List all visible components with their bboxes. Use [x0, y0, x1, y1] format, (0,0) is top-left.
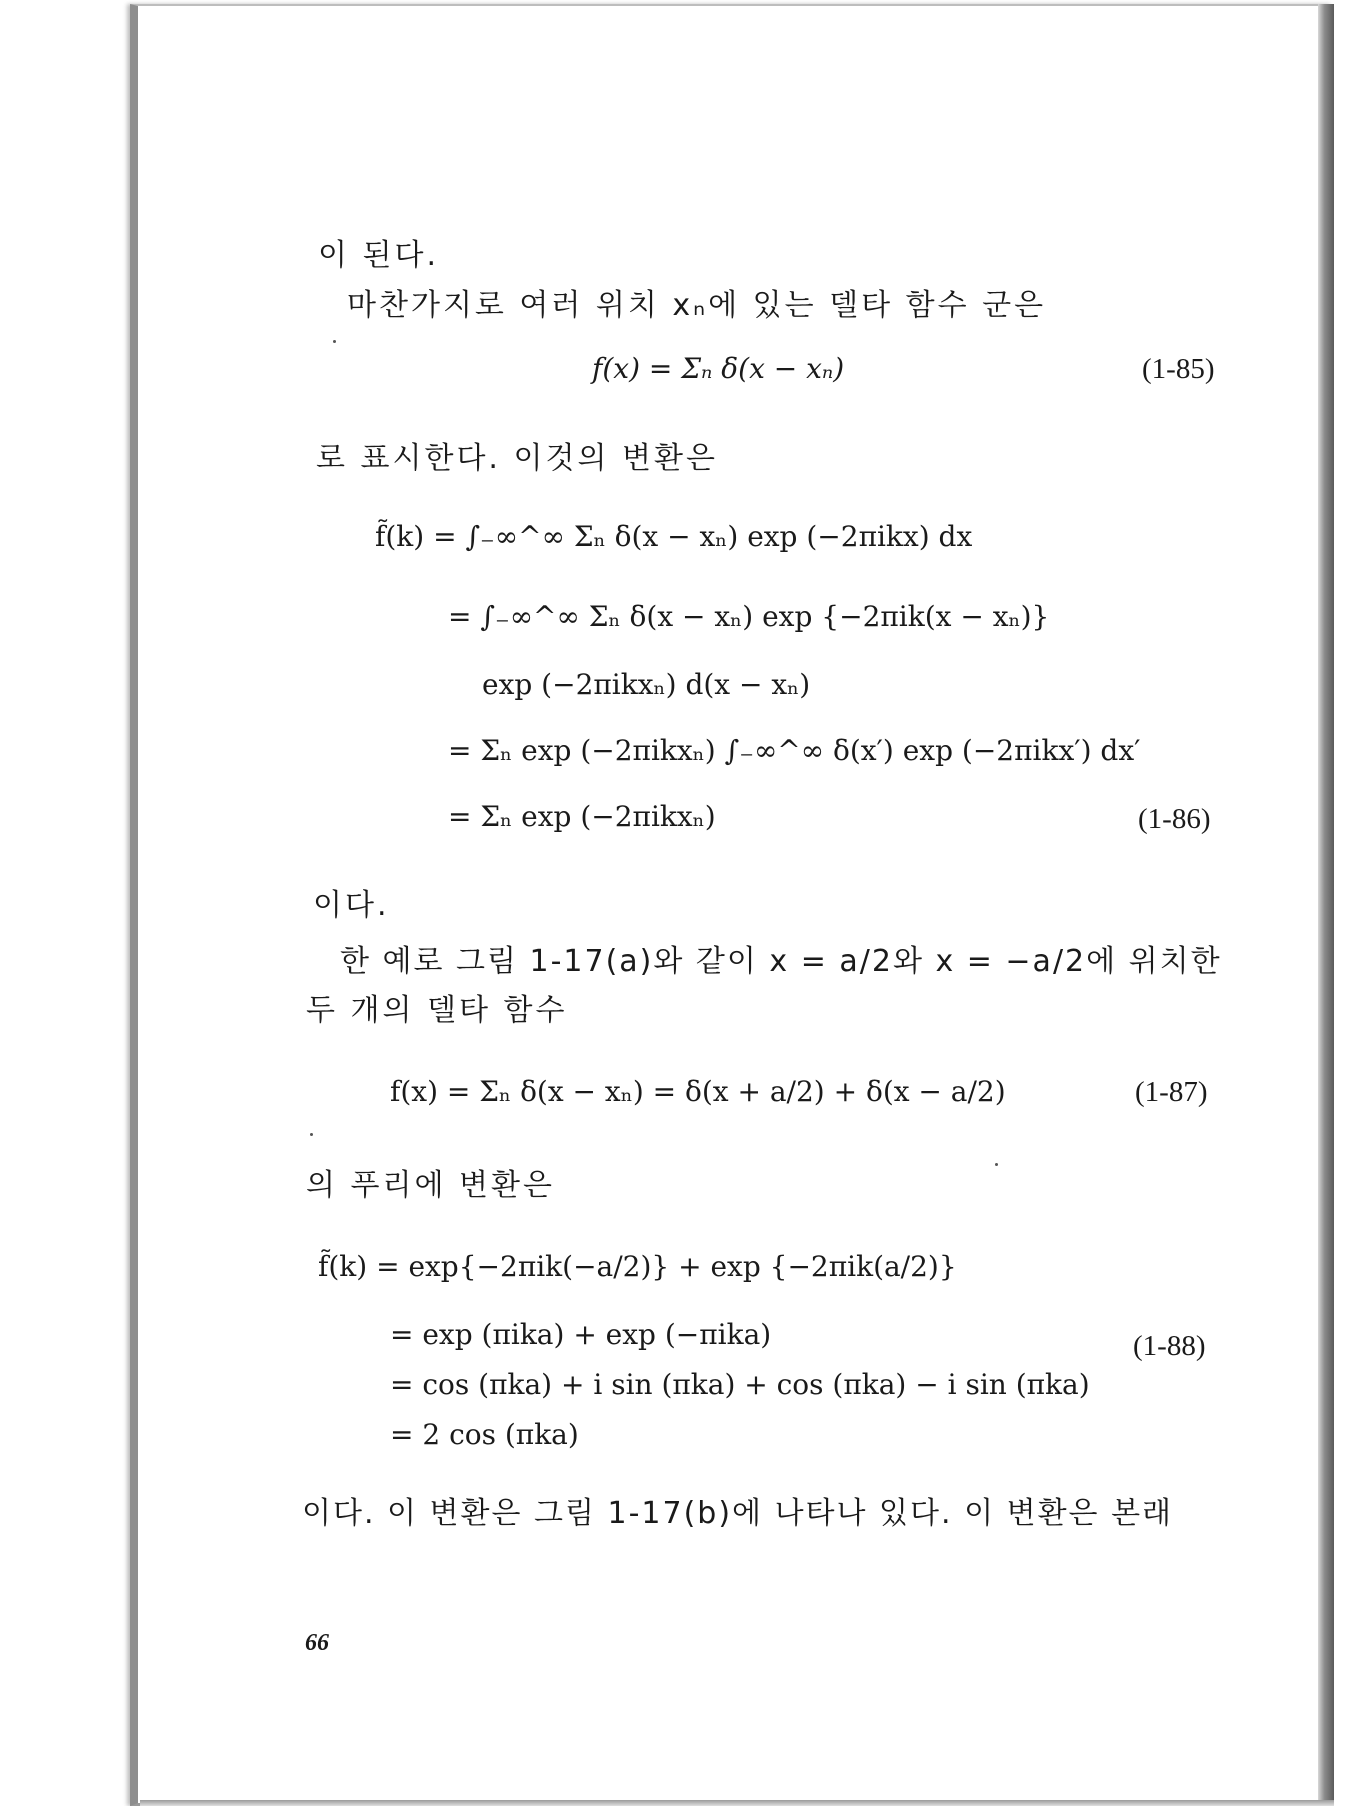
text-line-6: 두 개의 델타 함수	[306, 993, 568, 1028]
equation-1-88-line-1: f̃(k) = exp{−2πik(−a/2)} + exp {−2πik(a/2)}	[318, 1250, 957, 1283]
text-line-4: 이다.	[313, 888, 390, 923]
equation-1-88-line-3: = cos (πka) + i sin (πka) + cos (πka) − i sin (πka)	[390, 1368, 1090, 1401]
equation-1-86-line-2: = ∫₋∞^∞ Σₙ δ(x − xₙ) exp {−2πik(x − xₙ)}	[448, 600, 1050, 633]
equation-1-88-line-2: = exp (πika) + exp (−πika)	[390, 1318, 772, 1351]
text-line-7: 의 푸리에 변환은	[306, 1168, 555, 1203]
equation-label-1-85: (1-85)	[1142, 353, 1215, 385]
page-bottom-shadow	[140, 1800, 1334, 1806]
scan-speck	[995, 1163, 998, 1166]
equation-label-1-88: (1-88)	[1133, 1330, 1206, 1362]
background	[0, 0, 130, 1806]
equation-label-1-87: (1-87)	[1135, 1076, 1208, 1108]
equation-1-88-line-4: = 2 cos (πka)	[390, 1418, 579, 1451]
text-line-8: 이다. 이 변환은 그림 1-17(b)에 나타나 있다. 이 변환은 본래	[302, 1496, 1174, 1531]
text-line-1: 이 된다.	[318, 238, 440, 273]
equation-1-86-line-5: = Σₙ exp (−2πikxₙ)	[448, 800, 716, 833]
page-number: 66	[305, 1630, 329, 1656]
equation-1-85: f(x) = Σₙ δ(x − xₙ)	[592, 352, 845, 385]
scan-speck	[333, 340, 336, 343]
book-page	[130, 4, 1333, 1806]
equation-1-86-line-3: exp (−2πikxₙ) d(x − xₙ)	[482, 668, 811, 701]
equation-label-1-86: (1-86)	[1138, 803, 1211, 835]
equation-1-87: f(x) = Σₙ δ(x − xₙ) = δ(x + a/2) + δ(x − a/2)	[390, 1075, 1006, 1108]
text-line-3: 로 표시한다. 이것의 변환은	[316, 441, 718, 476]
equation-1-86-line-1: f̃(k) = ∫₋∞^∞ Σₙ δ(x − xₙ) exp (−2πikx) dx	[375, 520, 973, 553]
page-edge	[1318, 4, 1334, 1804]
equation-1-86-line-4: = Σₙ exp (−2πikxₙ) ∫₋∞^∞ δ(x′) exp (−2πikx′) dx′	[448, 734, 1141, 767]
text-line-5: 한 예로 그림 1-17(a)와 같이 x = a/2와 x = −a/2에 위치한	[340, 944, 1222, 979]
scan-speck	[310, 1133, 313, 1136]
text-line-2: 마찬가지로 여러 위치 xₙ에 있는 델타 함수 군은	[347, 288, 1047, 323]
